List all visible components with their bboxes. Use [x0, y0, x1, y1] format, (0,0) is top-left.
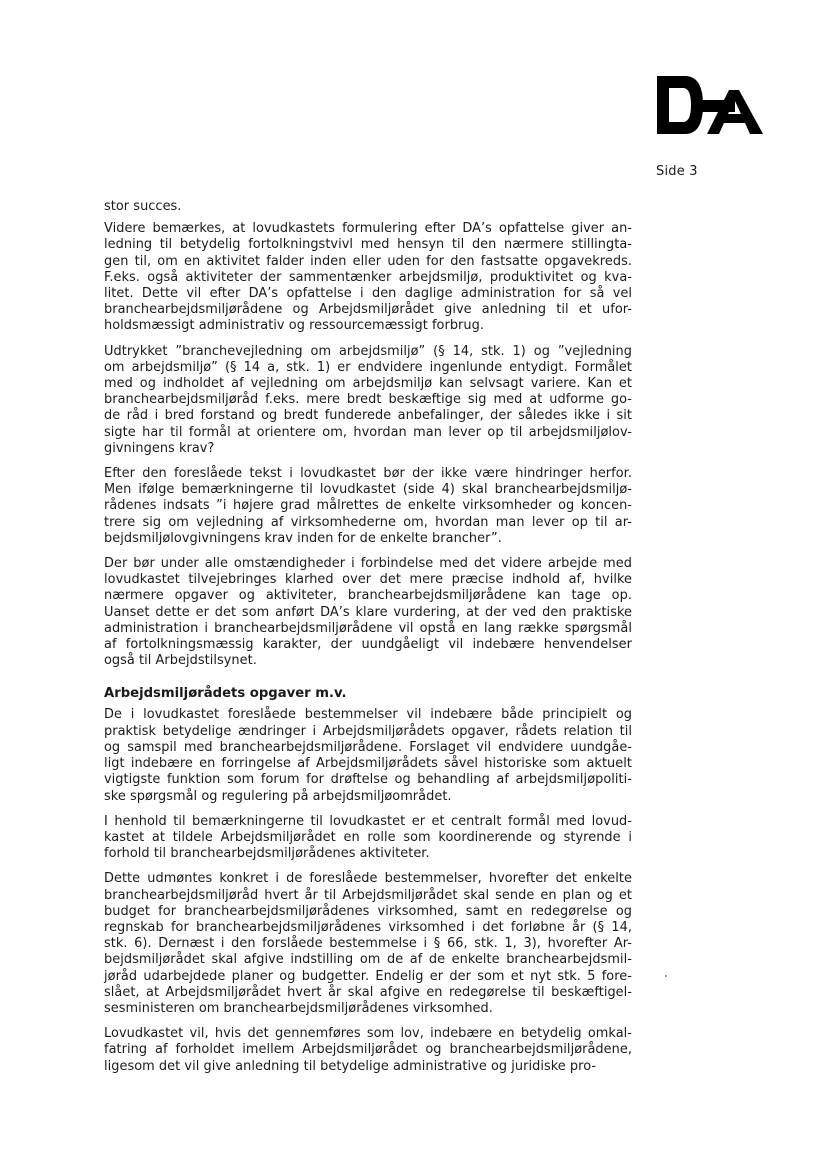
text-line: bejdsmiljørådet skal afgive indstilling om de af de enkelte branchearbejdsmil-: [104, 952, 632, 968]
paragraph: [104, 871, 632, 1017]
text-line: De i lovudkastet foreslåede bestemmelser vil indebære både principielt og: [104, 707, 632, 723]
text-line: regnskab for branchearbejdsmiljørådenes virksomhed i det forløbne år (§ 14,: [104, 919, 632, 935]
text-line: rådenes indsats ”i højere grad målrettes de enkelte virksomheder og koncen-: [104, 498, 632, 514]
document-body: [104, 199, 632, 1084]
da-logo: [655, 74, 767, 136]
text-line: F.eks. også aktiviteter der sammentænker arbejdsmiljø, produktivitet og kva-: [104, 269, 632, 285]
text-line: Der bør under alle omstændigheder i forbindelse med det videre arbejde med: [104, 556, 632, 572]
text-line: Lovudkastet vil, hvis det gennemføres som lov, indebære en betydelig omkal-: [104, 1026, 632, 1042]
text-line: Efter den foreslåede tekst i lovudkastet bør der ikke være hindringer herfor.: [104, 466, 632, 482]
text-line: kastet at tildele Arbejdsmiljørådet en rolle som koordinerende og styrende i: [104, 829, 632, 845]
text-line: branchearbejdsmiljøråd f.eks. mere bredt beskæftige sig med at udforme go-: [104, 392, 632, 408]
text-line: I henhold til bemærkningerne til lovudkastet er et centralt formål med lovud-: [104, 813, 632, 829]
da-logo-bar: [695, 100, 735, 112]
text-line: sesministeren om branchearbejdsmiljørådenes virksomhed.: [104, 1000, 493, 1016]
text-line: også til Arbejdstilsynet.: [104, 653, 257, 669]
text-line: litet. Dette vil efter DA’s opfattelse i den daglige administration for så vel: [104, 286, 632, 302]
text-line: budget for branchearbejdsmiljørådenes virksomhed, samt en redegørelse og: [104, 903, 632, 919]
text-line: branchearbejdsmiljøråd hvert år til Arbejdsmiljørådet skal sende en plan og et: [104, 887, 632, 903]
text-line: slået, at Arbejdsmiljørådet hvert år skal afgive en redegørelse til beskæftigel-: [104, 984, 632, 1000]
paragraph: [104, 1026, 632, 1075]
text-line: fatring af forholdet imellem Arbejdsmiljørådet og branchearbejdsmiljørådene,: [104, 1042, 632, 1058]
paragraph: [104, 707, 632, 804]
text-line: sigte har til formål at orientere om, hvordan man lever op til arbejdsmiljølov-: [104, 424, 632, 440]
text-line: om arbejdsmiljø” (§ 14 a, stk. 1) er endvidere ingenlunde entydigt. Formålet: [104, 359, 632, 375]
text-line: og samspil med branchearbejdsmiljørådene. Forslaget vil endvidere uundgåe-: [104, 739, 632, 755]
text-line: ligesom det vil give anledning til betydelige administrative og juridiske pro-: [104, 1058, 597, 1074]
paragraph: [104, 199, 632, 215]
text-line: Men ifølge bemærkningerne til lovudkastet (side 4) skal branchearbejdsmiljø-: [104, 482, 632, 498]
text-line: gen til, om en aktivitet falder inden eller uden for den fastsatte opgavekreds.: [104, 253, 632, 269]
text-line: givningens krav?: [104, 440, 215, 456]
text-line: stor succes.: [104, 199, 182, 214]
text-line: Dette udmøntes konkret i de foreslåede bestemmelser, hvorefter det enkelte: [104, 871, 632, 887]
text-line: jøråd udarbejdede planer og budgetter. Endelig er der som et nyt stk. 5 fore-: [104, 968, 632, 984]
paragraph: [104, 466, 632, 547]
text-line: branchearbejdsmiljørådene og Arbejdsmiljørådet give anledning til et ufor-: [104, 302, 632, 318]
text-line: praktisk betydelige ændringer i Arbejdsmiljørådets opgaver, rådets relation til: [104, 723, 632, 739]
text-line: de råd i bred forstand og bredt funderede anbefalinger, der således ikke i sit: [104, 408, 632, 424]
scan-mark: [665, 975, 667, 977]
text-line: ledning til betydelig fortolkningstvivl med hensyn til den nærmere stillingta-: [104, 237, 632, 253]
text-line: ske spørgsmål og regulering på arbejdsmiljøområdet.: [104, 788, 452, 804]
text-line: administration i branchearbejdsmiljørådene vil opstå en lang række spørgsmål: [104, 620, 632, 636]
text-line: Videre bemærkes, at lovudkastets formulering efter DA’s opfattelse giver an-: [104, 221, 632, 237]
text-line: forhold til branchearbejdsmiljørådenes aktiviteter.: [104, 846, 430, 862]
paragraphs-before-heading: [104, 199, 632, 669]
text-line: trere sig om vejledning af virksomhederne om, hvordan man lever op til ar-: [104, 514, 632, 530]
text-line: ligt indebære en forringelse af Arbejdsmiljørådets såvel historiske som aktuelt: [104, 756, 632, 772]
paragraph: [104, 556, 632, 669]
text-line: Uanset dette er det som anført DA’s klare vurdering, at der ved den praktiske: [104, 604, 632, 620]
text-line: stk. 6). Dernæst i den forslåede bestemmelse i § 66, stk. 1, 3), hvorefter Ar-: [104, 936, 632, 952]
paragraph: [104, 344, 632, 457]
paragraphs-after-heading: [104, 707, 632, 1074]
text-line: Udtrykket ”branchevejledning om arbejdsmiljø” (§ 14, stk. 1) og ”vejledning: [104, 343, 632, 359]
page-number: Side 3: [656, 164, 698, 179]
text-line: af fortolkningsmæssig karakter, der uundgåeligt vil indebære henvendelser: [104, 637, 632, 653]
text-line: vigtigste funktion som forum for drøftelse og behandling af arbejdsmiljøpoliti-: [104, 772, 632, 788]
text-line: bejdsmiljølovgivningens krav inden for de enkelte brancher”.: [104, 530, 502, 546]
paragraph: [104, 221, 632, 334]
text-line: nærmere opgaver og aktiviteter, branchearbejdsmiljørådene kan tage op.: [104, 588, 632, 604]
text-line: med og indholdet af vejledning om arbejdsmiljø kan selvsagt variere. Kan et: [104, 376, 632, 392]
paragraph: [104, 814, 632, 863]
text-line: holdsmæssigt administrativ og ressourcemæssigt forbrug.: [104, 318, 485, 334]
section-heading: Arbejdsmiljørådets opgaver m.v.: [104, 686, 347, 702]
text-line: lovudkastet tilvejebringes klarhed over det mere præcise indhold af, hvilke: [104, 572, 632, 588]
